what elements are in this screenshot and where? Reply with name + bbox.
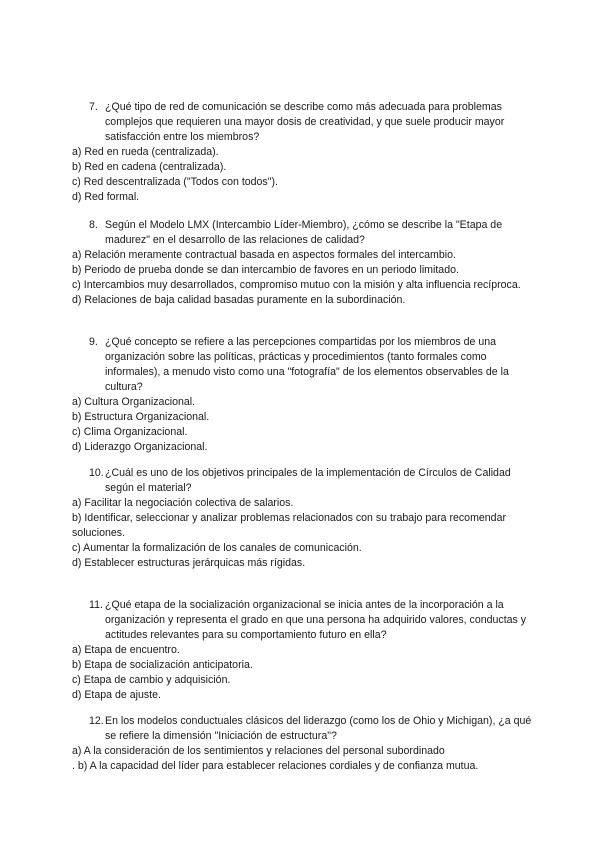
question-8 (72, 218, 542, 308)
answer-options (72, 496, 542, 571)
answer-option: d) Red formal. (72, 191, 140, 203)
question-text (72, 466, 542, 496)
answer-option: d) Relaciones de baja calidad basadas puramente en la subordinación. (72, 294, 406, 306)
question-9 (72, 335, 542, 455)
question-7 (72, 100, 542, 205)
question-number: 9. (89, 336, 98, 348)
answer-option: c) Clima Organizacional. (72, 426, 188, 438)
question-number: 11. (89, 599, 103, 611)
question-text (72, 335, 542, 395)
question-body: En los modelos conductuales clásicos del liderazgo (como los de Ohio y Michigan), ¿a qué se refiere la dimensión "Iniciación de estructura"? (105, 715, 532, 742)
question-text (72, 714, 542, 744)
question-text (72, 100, 542, 145)
question-number: 7. (89, 101, 98, 113)
answer-option: a) Cultura Organizacional. (72, 396, 196, 408)
answer-option: d) Liderazgo Organizacional. (72, 441, 208, 453)
answer-options (72, 643, 542, 703)
question-text (72, 218, 542, 248)
answer-option: b) Estructura Organizacional. (72, 411, 210, 423)
answer-options (72, 744, 542, 774)
question-11 (72, 598, 542, 703)
question-12 (72, 714, 542, 774)
answer-options (72, 395, 542, 455)
question-number: 10. (89, 467, 104, 479)
question-body: Según el Modelo LMX (Intercambio Líder-Miembro), ¿cómo se describe la "Etapa de madurez" en el desarrollo de las relaciones de calidad? (105, 219, 503, 246)
answer-option: d) Establecer estructuras jerárquicas más rígidas. (72, 557, 306, 569)
answer-option: . b) A la capacidad del líder para establecer relaciones cordiales y de confianza mutua. (72, 760, 479, 772)
answer-option: a) Red en rueda (centralizada). (72, 146, 219, 158)
answer-option: c) Aumentar la formalización de los canales de comunicación. (72, 542, 362, 554)
question-body: ¿Qué tipo de red de comunicación se describe como más adecuada para problemas complejos que requieren una mayor dosis de creatividad, y que suele producir mayor satisfacción entre los miembros? (105, 101, 505, 143)
answer-option: d) Etapa de ajuste. (72, 689, 161, 701)
question-body: ¿Cuál es uno de los objetivos principales de la implementación de Círculos de Calidad según el material? (105, 467, 511, 494)
answer-option: a) Facilitar la negociación colectiva de salarios. (72, 497, 294, 509)
answer-options (72, 248, 542, 308)
question-body: ¿Qué concepto se refiere a las percepciones compartidas por los miembros de una organización sobre las políticas, prácticas y procedimientos (tanto formales como informales), a menudo visto como una "fotografía" de los elementos observables de la cultura? (105, 336, 509, 393)
answer-option: b) Red en cadena (centralizada). (72, 161, 227, 173)
question-number: 8. (89, 219, 98, 231)
answer-option: a) A la consideración de los sentimientos y relaciones del personal subordinado (72, 745, 445, 757)
question-text (72, 598, 542, 643)
question-number: 12. (89, 715, 104, 727)
answer-option: b) Periodo de prueba donde se dan intercambio de favores en un periodo limitado. (72, 264, 459, 276)
answer-option: c) Intercambios muy desarrollados, compromiso mutuo con la misión y alta influencia recíproca. (72, 279, 521, 291)
answer-option: a) Relación meramente contractual basada en aspectos formales del intercambio. (72, 249, 456, 261)
question-body: ¿Qué etapa de la socialización organizacional se inicia antes de la incorporación a la organización y representa el grado en que una persona ha adquirido valores, conductas y actitudes relevantes para su comportamiento futuro en ella? (105, 599, 527, 641)
answer-option: c) Etapa de cambio y adquisición. (72, 674, 231, 686)
answer-options (72, 145, 542, 205)
question-10 (72, 466, 542, 571)
answer-option: c) Red descentralizada ("Todos con todos"). (72, 176, 278, 188)
answer-option: b) Etapa de socialización anticipatoria. (72, 659, 253, 671)
answer-option: b) Identificar, seleccionar y analizar problemas relacionados con su trabajo para recomendar soluciones. (72, 512, 506, 539)
answer-option: a) Etapa de encuentro. (72, 644, 180, 656)
